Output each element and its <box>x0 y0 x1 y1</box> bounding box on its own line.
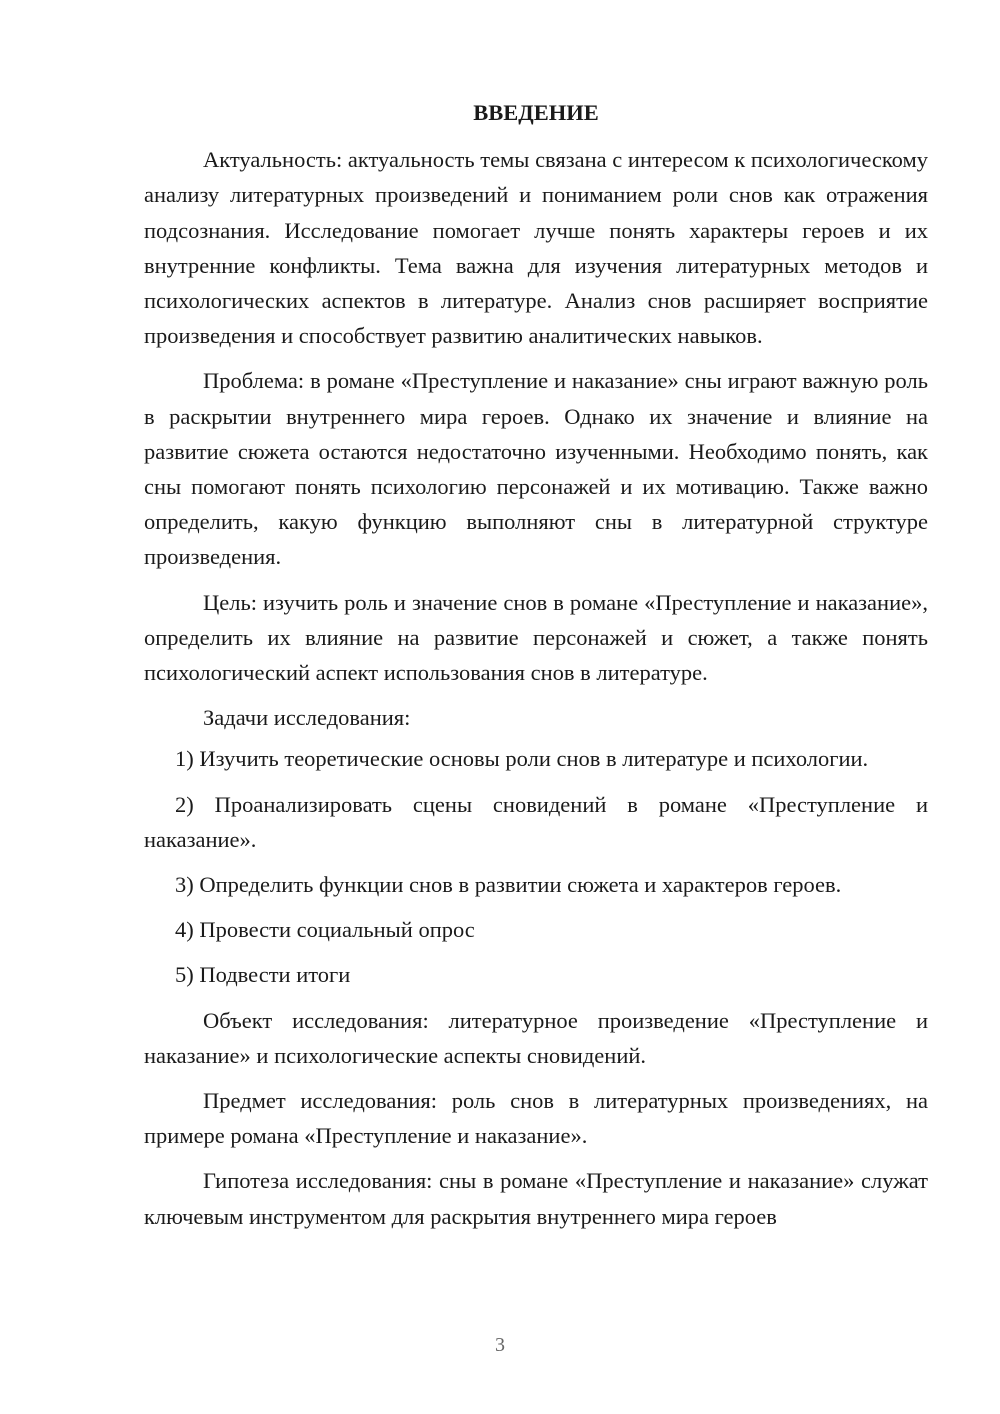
paragraph-object: Объект исследования: литературное произведение «Преступление и наказание» и психологические аспекты сновидений. <box>144 1007 928 1068</box>
paragraph-goal: Цель: изучить роль и значение снов в романе «Преступление и наказание», определить их влияние на развитие персонажей и сюжет, а также понять психологический аспект использования снов в литературе. <box>144 589 928 686</box>
task-item: 2) Проанализировать сцены сновидений в романе «Преступление и наказание». <box>144 791 928 852</box>
paragraph-hypothesis: Гипотеза исследования: сны в романе «Преступление и наказание» служат ключевым инструментом для раскрытия внутреннего мира героев <box>144 1168 928 1229</box>
body-text <box>144 95 928 1244</box>
paragraph-problem: Проблема: в романе «Преступление и наказание» сны играют важную роль в раскрытии внутреннего мира героев. Однако их значение и влияние на развитие сюжета остаются недостаточно изученными. Необходимо понять, как сны помогают понять психологию персонажей и их мотивацию. Также важно определить, какую функцию выполняют сны в литературной структуре произведения. <box>144 368 928 570</box>
section-heading: ВВЕДЕНИЕ <box>473 100 599 125</box>
page-number: 3 <box>495 1334 505 1356</box>
paragraph-subject: Предмет исследования: роль снов в литературных произведениях, на примере романа «Преступление и наказание». <box>144 1088 928 1149</box>
task-item: 1) Изучить теоретические основы роли снов в литературе и психологии. <box>175 746 869 772</box>
paragraph-actuality: Актуальность: актуальность темы связана с интересом к психологическому анализу литературных произведений и пониманием роли снов как отражения подсознания. Исследование помогает лучше понять характеры героев и их внутренние конфликты. Тема важна для изучения литературных методов и психологических аспектов в литературе. Анализ снов расширяет восприятие произведения и способствует развитию аналитических навыков. <box>144 147 928 349</box>
task-item: 5) Подвести итоги <box>175 962 351 988</box>
task-item: 3) Определить функции снов в развитии сюжета и характеров героев. <box>175 872 842 898</box>
paragraph-tasks-intro: Задачи исследования: <box>203 705 411 731</box>
task-item: 4) Провести социальный опрос <box>175 917 475 943</box>
